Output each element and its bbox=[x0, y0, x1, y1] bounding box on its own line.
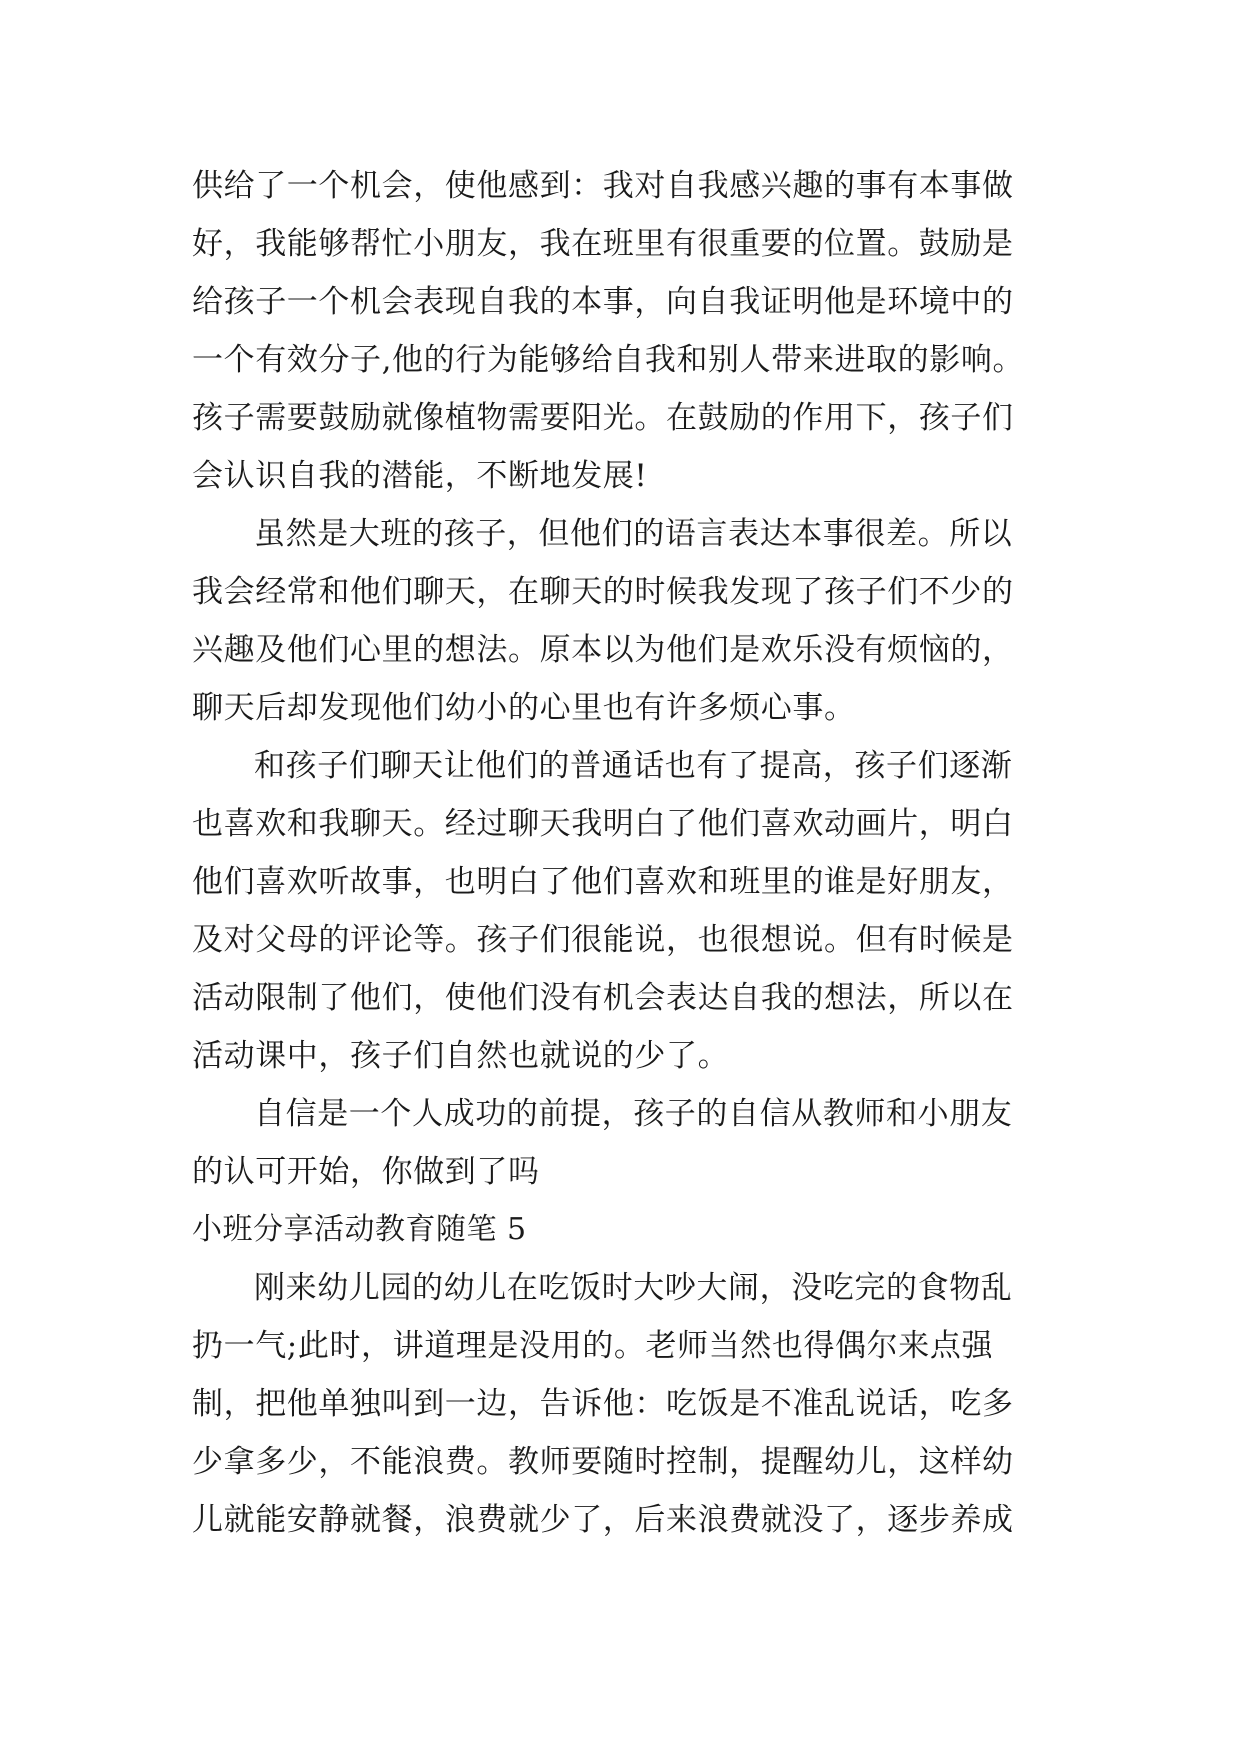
text-line: 虽然是大班的孩子，但他们的语言表达本事很差。所以 bbox=[254, 516, 1013, 552]
text-line: 制，把他单独叫到一边，告诉他：吃饭是不准乱说话，吃多 bbox=[192, 1386, 1014, 1422]
paragraph-mealtime bbox=[192, 1259, 1052, 1549]
text-line: 少拿多少，不能浪费。教师要随时控制，提醒幼儿，这样幼 bbox=[192, 1444, 1014, 1480]
paragraph-confidence bbox=[192, 1085, 1052, 1201]
text-line: 也喜欢和我聊天。经过聊天我明白了他们喜欢动画片，明白 bbox=[192, 806, 1014, 842]
text-line: 他们喜欢听故事，也明白了他们喜欢和班里的谁是好朋友， bbox=[192, 864, 1014, 900]
text-line: 儿就能安静就餐，浪费就少了，后来浪费就没了，逐步养成 bbox=[192, 1502, 1014, 1538]
text-line: 活动课中，孩子们自然也就说的少了。 bbox=[192, 1038, 730, 1074]
text-line: 自信是一个人成功的前提，孩子的自信从教师和小朋友 bbox=[254, 1096, 1013, 1132]
paragraph-chatting bbox=[192, 737, 1052, 1085]
text-line: 孩子需要鼓励就像植物需要阳光。在鼓励的作用下，孩子们 bbox=[192, 400, 1014, 436]
text-line: 扔一气;此时，讲道理是没用的。老师当然也得偶尔来点强 bbox=[192, 1328, 994, 1364]
text-line: 好，我能够帮忙小朋友，我在班里有很重要的位置。鼓励是 bbox=[192, 226, 1014, 262]
text-line: 刚来幼儿园的幼儿在吃饭时大吵大闹，没吃完的食物乱 bbox=[254, 1270, 1013, 1306]
text-line: 我会经常和他们聊天，在聊天的时候我发现了孩子们不少的 bbox=[192, 574, 1014, 610]
text-line: 聊天后却发现他们幼小的心里也有许多烦心事。 bbox=[192, 690, 856, 726]
paragraph-encouragement bbox=[192, 157, 1052, 505]
section-title: 小班分享活动教育随笔 5 bbox=[192, 1212, 527, 1247]
text-line: 一个有效分子,他的行为能够给自我和别人带来进取的影响。 bbox=[192, 342, 1025, 378]
text-line: 的认可开始，你做到了吗 bbox=[192, 1154, 540, 1190]
paragraph-language-expression bbox=[192, 505, 1052, 737]
text-line: 会认识自我的潜能，不断地发展! bbox=[192, 458, 648, 494]
text-line: 活动限制了他们，使他们没有机会表达自我的想法，所以在 bbox=[192, 980, 1014, 1016]
text-line: 及对父母的评论等。孩子们很能说，也很想说。但有时候是 bbox=[192, 922, 1014, 958]
text-line: 和孩子们聊天让他们的普通话也有了提高，孩子们逐渐 bbox=[254, 748, 1013, 784]
text-line: 给孩子一个机会表现自我的本事，向自我证明他是环境中的 bbox=[192, 284, 1014, 320]
document-body bbox=[192, 157, 1052, 1549]
text-line: 供给了一个机会，使他感到：我对自我感兴趣的事有本事做 bbox=[192, 168, 1014, 204]
text-line: 兴趣及他们心里的想法。原本以为他们是欢乐没有烦恼的， bbox=[192, 632, 1014, 668]
